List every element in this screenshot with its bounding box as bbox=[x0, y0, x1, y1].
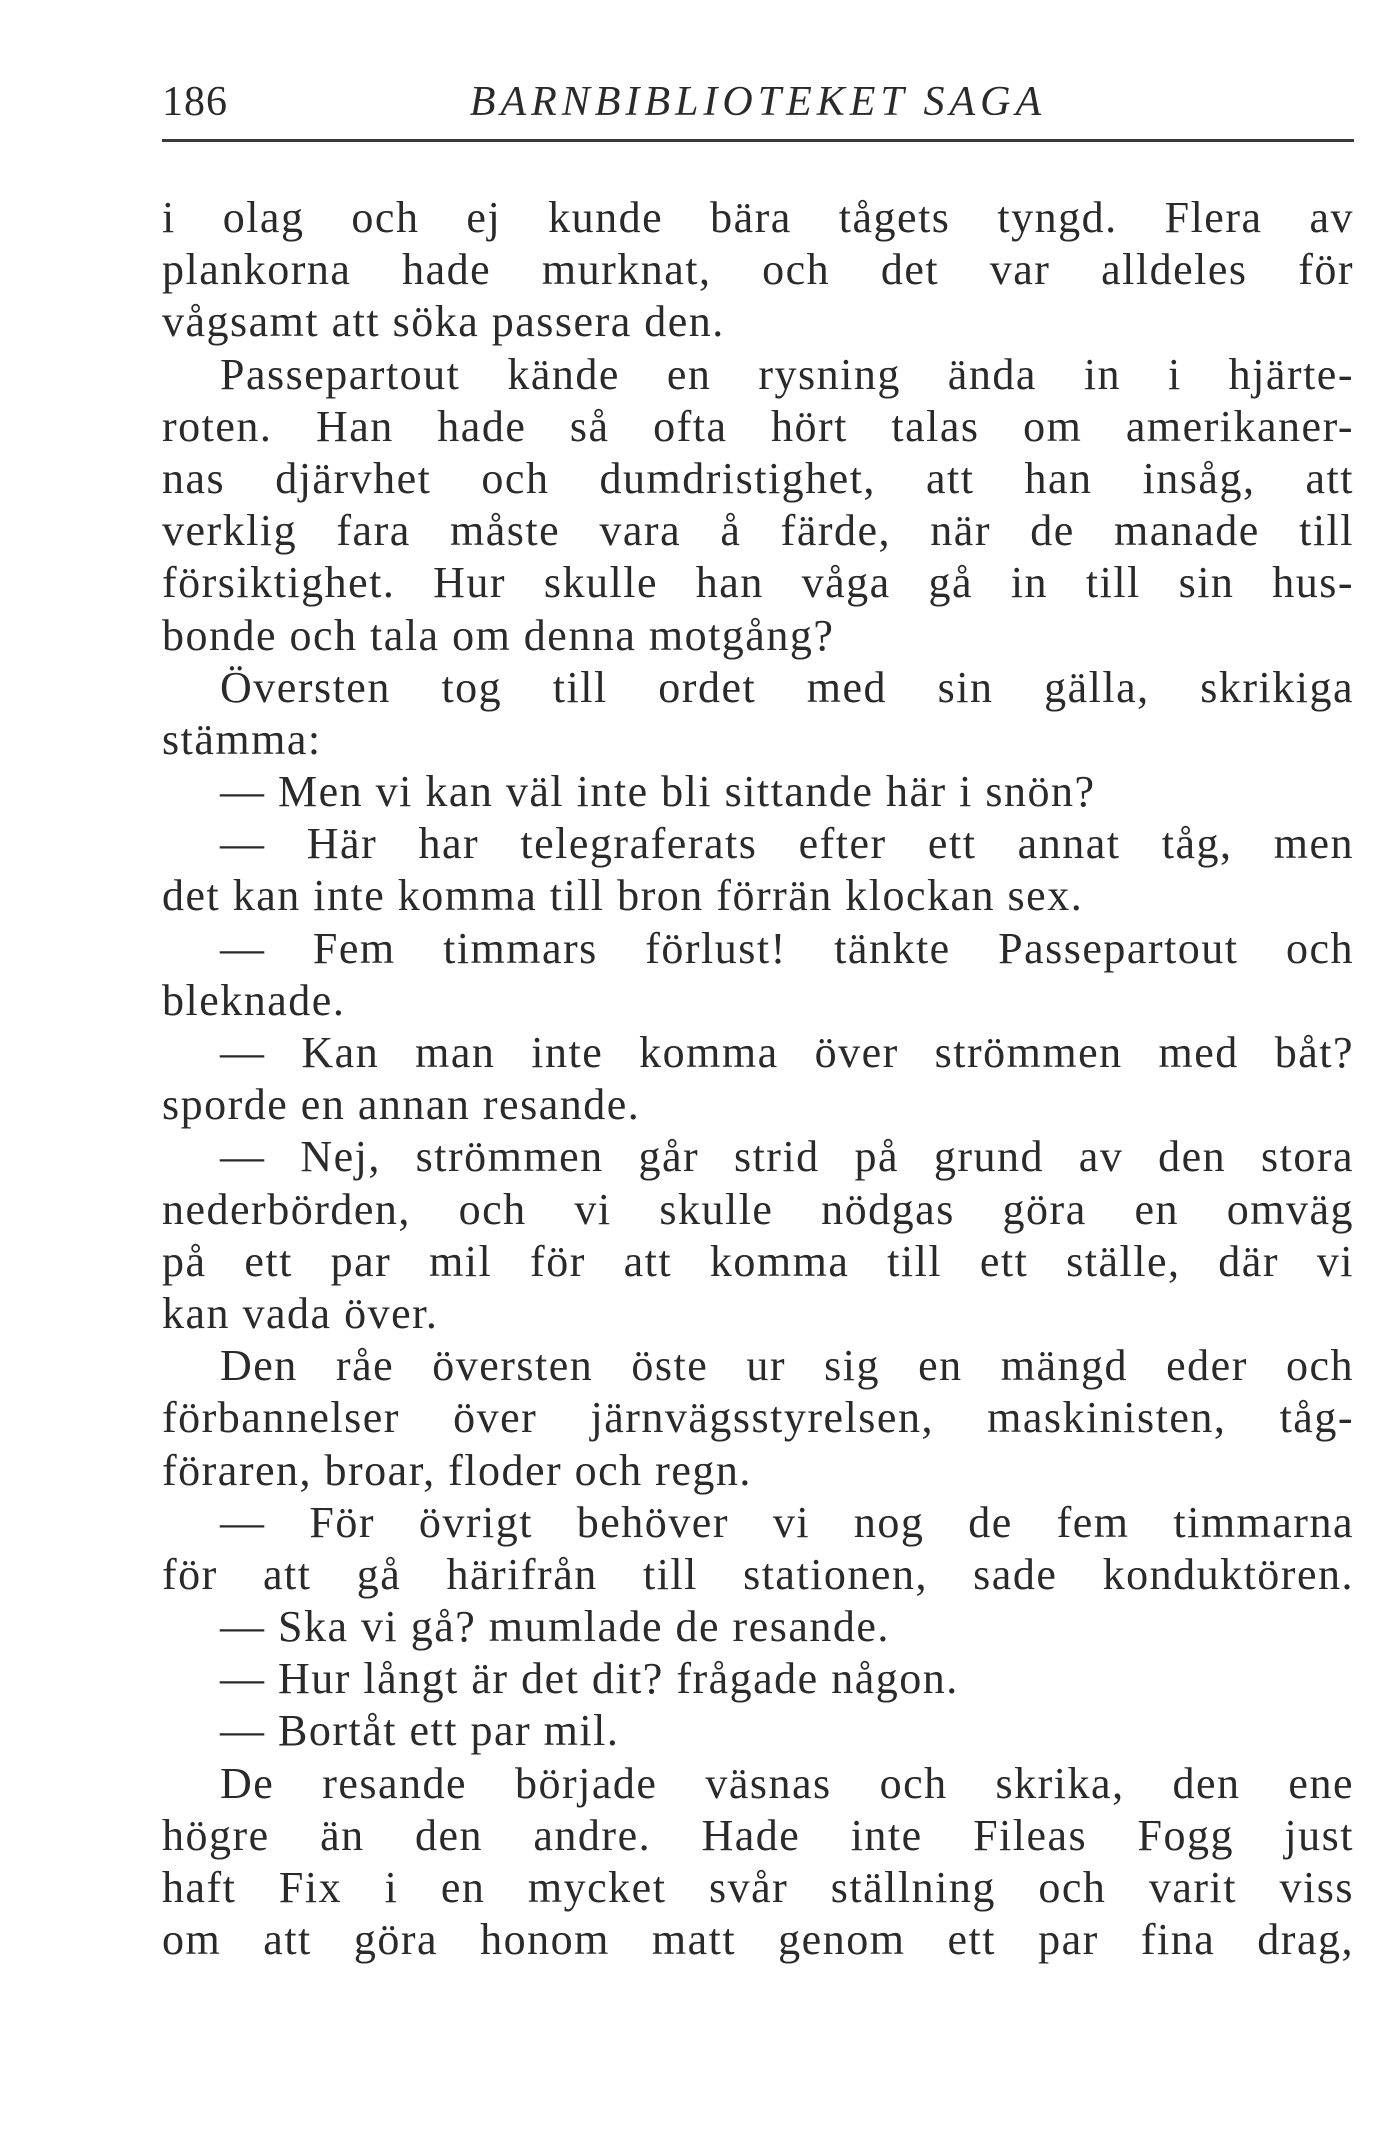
header-rule bbox=[162, 139, 1354, 142]
text-line: Översten tog till ordet med sin gälla, skrikiga bbox=[220, 662, 1354, 712]
text-line: — Nej, strömmen går strid på grund av den stora bbox=[220, 1132, 1354, 1182]
text-line: — Fem timmars förlust! tänkte Passepartout och bbox=[220, 923, 1354, 973]
text-line: om att göra honom matt genom ett par fina drag, bbox=[162, 1915, 1354, 1965]
text-line: bonde och tala om denna motgång? bbox=[162, 610, 835, 660]
text-line: vågsamt att söka passera den. bbox=[162, 297, 725, 347]
text-line: plankorna hade murknat, och det var alldeles för bbox=[162, 245, 1354, 295]
text-line: stämma: bbox=[162, 714, 322, 764]
page-header bbox=[162, 72, 1354, 132]
text-line: i olag och ej kunde bära tågets tyngd. Flera av bbox=[162, 193, 1354, 242]
text-line: — Men vi kan väl inte bli sittande här i snön? bbox=[220, 767, 1096, 817]
text-line: — Ska vi gå? mumlade de resande. bbox=[220, 1602, 890, 1652]
text-line: på ett par mil för att komma till ett ställe, där vi bbox=[162, 1236, 1354, 1286]
text-line: för att gå härifrån till stationen, sade konduktören. bbox=[162, 1549, 1354, 1599]
text-line: De resande började väsnas och skrika, den ene bbox=[220, 1758, 1354, 1808]
text-line: nederbörden, och vi skulle nödgas göra en omväg bbox=[162, 1184, 1354, 1234]
text-line: föraren, broar, floder och regn. bbox=[162, 1445, 752, 1495]
text-line: försiktighet. Hur skulle han våga gå in till sin hus- bbox=[162, 558, 1354, 608]
text-line: högre än den andre. Hade inte Fileas Fogg just bbox=[162, 1810, 1354, 1860]
text-line: — För övrigt behöver vi nog de fem timmarna bbox=[220, 1497, 1354, 1547]
text-line: det kan inte komma till bron förrän klockan sex. bbox=[162, 871, 1084, 921]
page-number: 186 bbox=[162, 79, 228, 125]
text-line: nas djärvhet och dumdristighet, att han insåg, att bbox=[162, 453, 1354, 503]
text-line: haft Fix i en mycket svår ställning och varit viss bbox=[162, 1863, 1354, 1912]
text-line: förbannelser över järnvägsstyrelsen, maskinisten, tåg- bbox=[162, 1393, 1354, 1443]
text-line: kan vada över. bbox=[162, 1288, 439, 1338]
running-title: BARNBIBLIOTEKET SAGA bbox=[469, 79, 1047, 125]
text-line: Passepartout kände en rysning ända in i hjärte- bbox=[220, 349, 1354, 399]
text-line: sporde en annan resande. bbox=[162, 1080, 641, 1130]
text-line: bleknade. bbox=[162, 975, 346, 1025]
body-text bbox=[162, 192, 1354, 1966]
text-line: Den råe översten öste ur sig en mängd eder och bbox=[220, 1341, 1354, 1391]
text-line: roten. Han hade så ofta hört talas om amerikaner- bbox=[162, 401, 1354, 451]
text-line: verklig fara måste vara å färde, när de manade till bbox=[162, 506, 1354, 556]
text-line: — Bortåt ett par mil. bbox=[220, 1706, 620, 1756]
text-line: — Kan man inte komma över strömmen med båt? bbox=[220, 1028, 1354, 1077]
text-line: — Här har telegraferats efter ett annat tåg, men bbox=[220, 819, 1354, 869]
text-line: — Hur långt är det dit? frågade någon. bbox=[220, 1654, 959, 1704]
